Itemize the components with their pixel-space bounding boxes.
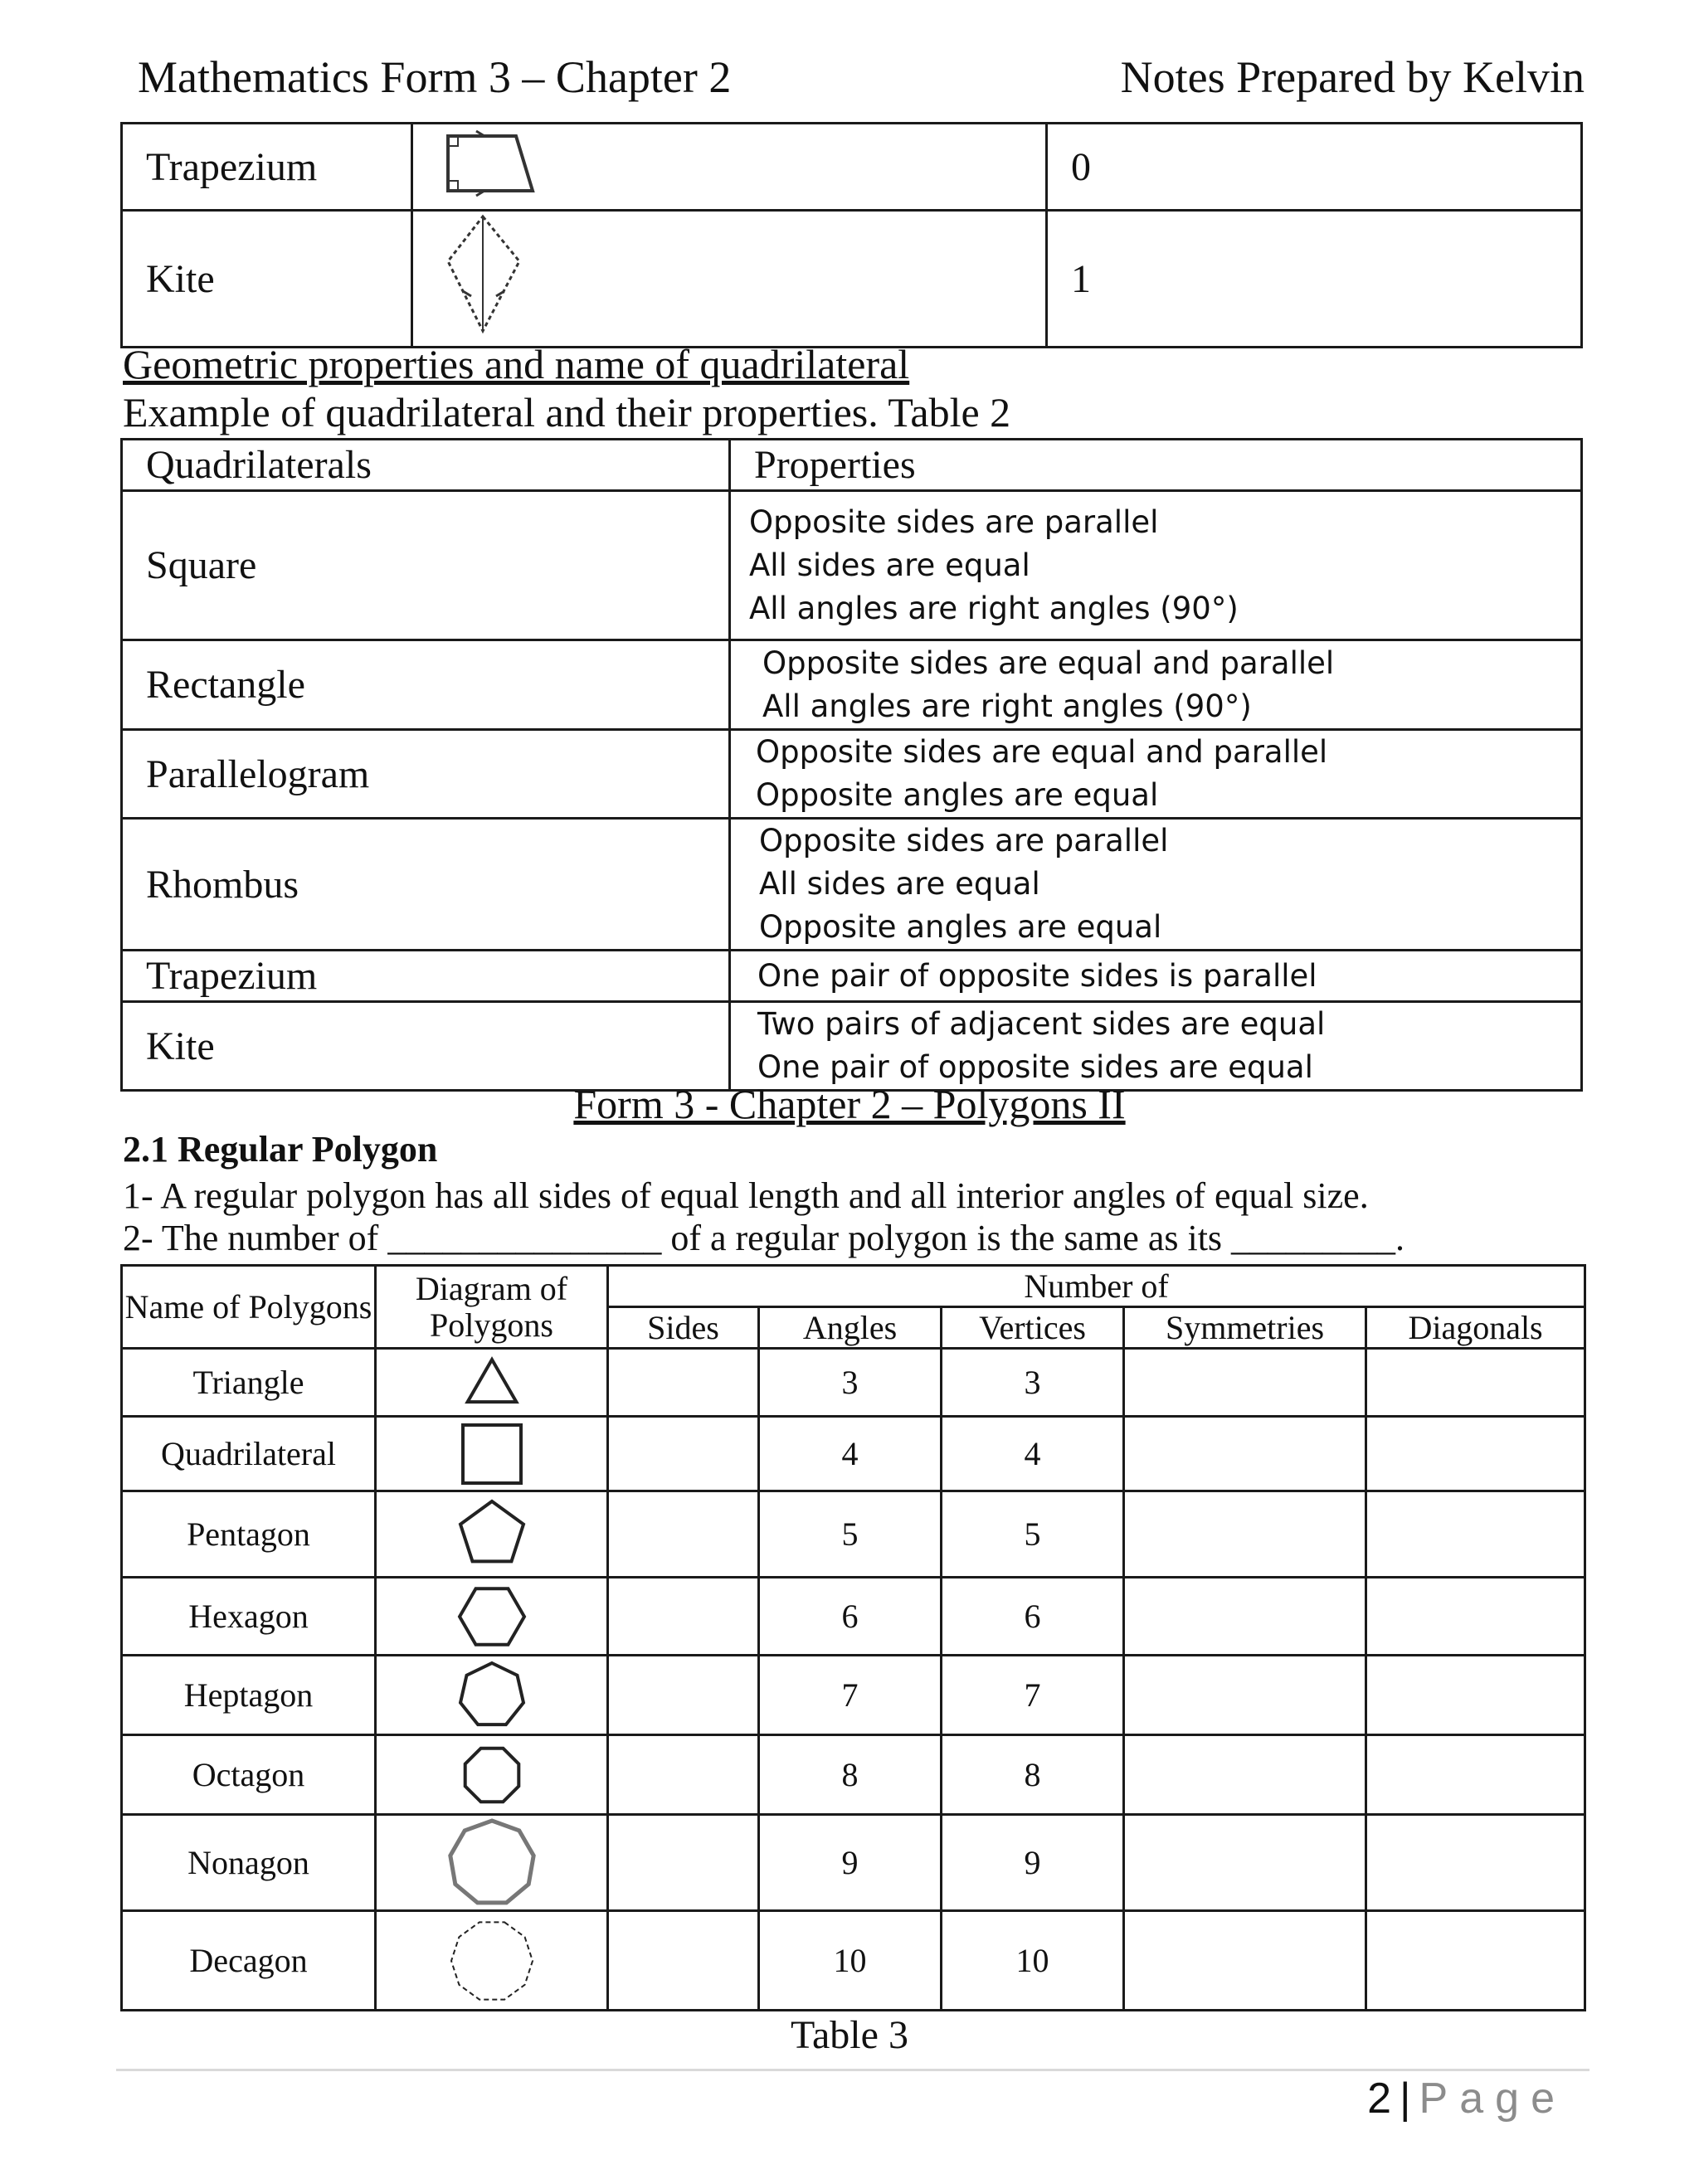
symmetry-value: 0: [1047, 124, 1582, 211]
symmetries-cell: [1124, 1578, 1366, 1656]
footer-divider: [116, 2069, 1589, 2071]
angles-cell: 3: [759, 1349, 942, 1417]
table-caption: Table 3: [791, 2013, 908, 2057]
vertices-cell: 5: [942, 1491, 1124, 1578]
angles-cell: 9: [759, 1815, 942, 1911]
table-row: [122, 124, 1582, 211]
vertices-cell: 10: [942, 1911, 1124, 2011]
header-right: Notes Prepared by Kelvin: [1120, 52, 1585, 102]
property: Opposite angles are equal: [756, 777, 1159, 813]
sides-cell: [608, 1656, 759, 1735]
table-row: [122, 1735, 1585, 1815]
table-row: [122, 1491, 1585, 1578]
table-row: [122, 1911, 1585, 2011]
polygons-table: [120, 1264, 1586, 2011]
table-row: [122, 1417, 1585, 1491]
col-header-properties: Properties: [730, 440, 1582, 491]
quad-properties: [730, 640, 1582, 730]
symmetries-cell: [1124, 1815, 1366, 1911]
property: Opposite sides are parallel: [759, 823, 1169, 859]
polygon-name: Hexagon: [122, 1578, 376, 1656]
hexagon-diagram-icon: [376, 1578, 608, 1656]
property: All angles are right angles (90°): [749, 590, 1239, 626]
vertices-cell: 8: [942, 1735, 1124, 1815]
trapezium-diagram-icon: [412, 124, 1047, 211]
decagon-diagram-icon: [376, 1911, 608, 2011]
quad-properties: [730, 819, 1582, 951]
property: Opposite sides are equal and parallel: [756, 734, 1328, 770]
diagonals-cell: [1366, 1656, 1585, 1735]
diagonals-cell: [1366, 1735, 1585, 1815]
sides-cell: [608, 1735, 759, 1815]
quad-name: Rectangle: [122, 640, 730, 730]
vertices-cell: 7: [942, 1656, 1124, 1735]
section-subtitle: Example of quadrilateral and their properties. Table 2: [123, 389, 1011, 435]
polygon-name: Decagon: [122, 1911, 376, 2011]
kite-diagram-icon: [412, 211, 1047, 348]
col-header-angles: Angles: [759, 1307, 942, 1349]
quad-properties: [730, 1002, 1582, 1091]
table-row: [122, 1578, 1585, 1656]
angles-cell: 6: [759, 1578, 942, 1656]
heptagon-diagram-icon: [376, 1656, 608, 1735]
quad-name: Square: [122, 491, 730, 640]
table-row: [122, 1656, 1585, 1735]
col-header-symmetries: Symmetries: [1124, 1307, 1366, 1349]
page-number: 2: [1367, 2075, 1392, 2123]
sides-cell: [608, 1349, 759, 1417]
quad-name: Trapezium: [122, 951, 730, 1002]
property: Opposite angles are equal: [759, 909, 1162, 945]
table-row: [122, 1002, 1582, 1091]
quad-name: Kite: [122, 1002, 730, 1091]
section-title: Geometric properties and name of quadrilateral: [123, 341, 910, 387]
sides-cell: [608, 1417, 759, 1491]
shape-name: Kite: [122, 211, 412, 348]
properties-table: [120, 438, 1583, 1092]
symmetries-cell: [1124, 1656, 1366, 1735]
property: One pair of opposite sides are equal: [757, 1049, 1313, 1085]
symmetries-cell: [1124, 1349, 1366, 1417]
vertices-cell: 6: [942, 1578, 1124, 1656]
property: All angles are right angles (90°): [762, 688, 1252, 724]
col-header-sides: Sides: [608, 1307, 759, 1349]
col-header-diagram: Diagram of Polygons: [376, 1266, 608, 1349]
table-row: [122, 730, 1582, 819]
nonagon-diagram-icon: [376, 1815, 608, 1911]
quadrilateral-diagram-icon: [376, 1417, 608, 1491]
angles-cell: 5: [759, 1491, 942, 1578]
quad-properties: [730, 730, 1582, 819]
symmetry-table: [120, 122, 1583, 348]
table-header-row: [122, 440, 1582, 491]
vertices-cell: 3: [942, 1349, 1124, 1417]
col-header-quadrilaterals: Quadrilaterals: [122, 440, 730, 491]
footer-separator: |: [1400, 2075, 1411, 2123]
symmetries-cell: [1124, 1417, 1366, 1491]
quad-name: Rhombus: [122, 819, 730, 951]
page-footer: [1367, 2074, 1566, 2123]
col-header-name: Name of Polygons: [122, 1266, 376, 1349]
polygon-name: Nonagon: [122, 1815, 376, 1911]
symmetries-cell: [1124, 1491, 1366, 1578]
table-row: [122, 819, 1582, 951]
polygon-name: Triangle: [122, 1349, 376, 1417]
table-row: [122, 951, 1582, 1002]
subsection-title: 2.1 Regular Polygon: [123, 1129, 438, 1170]
property: Opposite sides are equal and parallel: [762, 644, 1335, 681]
symmetry-value: 1: [1047, 211, 1582, 348]
pentagon-diagram-icon: [376, 1491, 608, 1578]
sides-cell: [608, 1815, 759, 1911]
table-row: [122, 211, 1582, 348]
property: One pair of opposite sides is parallel: [757, 957, 1317, 994]
property: All sides are equal: [749, 547, 1030, 583]
quad-properties: [730, 951, 1582, 1002]
diagonals-cell: [1366, 1815, 1585, 1911]
quad-name: Parallelogram: [122, 730, 730, 819]
diagonals-cell: [1366, 1578, 1585, 1656]
table-row: [122, 640, 1582, 730]
polygon-name: Quadrilateral: [122, 1417, 376, 1491]
definition-line: 1- A regular polygon has all sides of equal length and all interior angles of equal size.: [123, 1175, 1369, 1216]
property: Opposite sides are parallel: [749, 503, 1159, 540]
angles-cell: 7: [759, 1656, 942, 1735]
col-header-vertices: Vertices: [942, 1307, 1124, 1349]
vertices-cell: 4: [942, 1417, 1124, 1491]
angles-cell: 10: [759, 1911, 942, 2011]
table-row: [122, 491, 1582, 640]
polygon-name: Pentagon: [122, 1491, 376, 1578]
sides-cell: [608, 1578, 759, 1656]
property: All sides are equal: [759, 866, 1040, 902]
polygon-name: Heptagon: [122, 1656, 376, 1735]
table-row: [122, 1349, 1585, 1417]
sides-cell: [608, 1911, 759, 2011]
diagonals-cell: [1366, 1491, 1585, 1578]
symmetries-cell: [1124, 1735, 1366, 1815]
octagon-diagram-icon: [376, 1735, 608, 1815]
triangle-diagram-icon: [376, 1349, 608, 1417]
polygon-name: Octagon: [122, 1735, 376, 1815]
col-header-diagonals: Diagonals: [1366, 1307, 1585, 1349]
angles-cell: 8: [759, 1735, 942, 1815]
symmetries-cell: [1124, 1911, 1366, 2011]
page-label: Page: [1419, 2075, 1566, 2123]
diagonals-cell: [1366, 1417, 1585, 1491]
angles-cell: 4: [759, 1417, 942, 1491]
property: Two pairs of adjacent sides are equal: [757, 1006, 1326, 1042]
diagonals-cell: [1366, 1911, 1585, 2011]
shape-name: Trapezium: [122, 124, 412, 211]
chapter-title: Form 3 - Chapter 2 – Polygons II: [573, 1081, 1126, 1127]
quad-properties: [730, 491, 1582, 640]
vertices-cell: 9: [942, 1815, 1124, 1911]
table-row: [122, 1815, 1585, 1911]
sides-cell: [608, 1491, 759, 1578]
diagonals-cell: [1366, 1349, 1585, 1417]
header-left: Mathematics Form 3 – Chapter 2: [138, 52, 732, 102]
table-header-row: [122, 1266, 1585, 1307]
fill-in-line: 2- The number of _______________ of a regular polygon is the same as its _________.: [123, 1218, 1405, 1258]
col-header-number-of: Number of: [608, 1266, 1585, 1307]
